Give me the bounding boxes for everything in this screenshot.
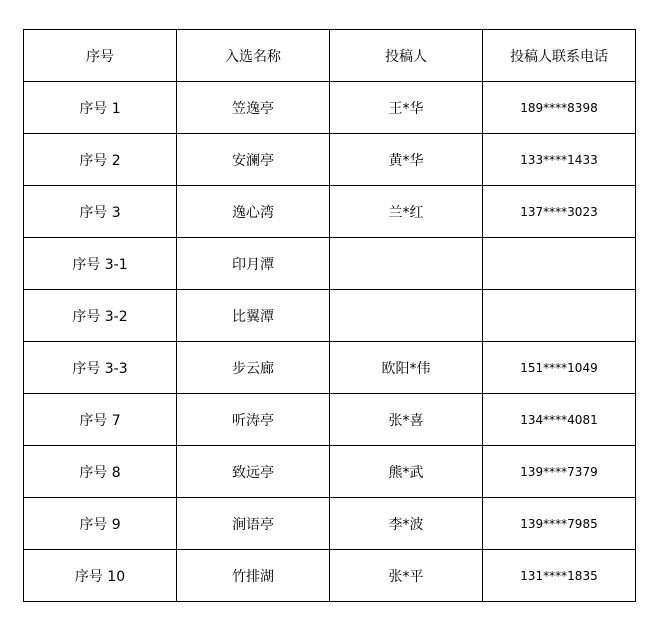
cell-contributor: 王*华 [330,82,483,134]
cell-contributor: 欧阳*伟 [330,342,483,394]
cell-phone: 151****1049 [483,342,636,394]
table-header-row [24,30,636,82]
cell-contributor [330,238,483,290]
cell-phone: 139****7985 [483,498,636,550]
header-name: 入选名称 [177,30,330,82]
table-row [24,498,636,550]
cell-index: 序号 2 [24,134,177,186]
cell-contributor: 黄*华 [330,134,483,186]
cell-index: 序号 3-1 [24,238,177,290]
cell-contributor: 张*平 [330,550,483,602]
cell-phone: 189****8398 [483,82,636,134]
table-row [24,342,636,394]
cell-phone: 134****4081 [483,394,636,446]
cell-index: 序号 7 [24,394,177,446]
cell-phone: 133****1433 [483,134,636,186]
cell-phone: 137****3023 [483,186,636,238]
cell-name: 笠逸亭 [177,82,330,134]
cell-contributor: 熊*武 [330,446,483,498]
header-phone: 投稿人联系电话 [483,30,636,82]
cell-name: 竹排湖 [177,550,330,602]
table-row [24,134,636,186]
cell-index: 序号 3-3 [24,342,177,394]
cell-contributor: 张*喜 [330,394,483,446]
header-contributor: 投稿人 [330,30,483,82]
cell-name: 印月潭 [177,238,330,290]
cell-name: 涧语亭 [177,498,330,550]
cell-name: 安澜亭 [177,134,330,186]
cell-name: 逸心湾 [177,186,330,238]
cell-name: 致远亭 [177,446,330,498]
cell-phone [483,290,636,342]
header-index: 序号 [24,30,177,82]
cell-name: 听涛亭 [177,394,330,446]
cell-index: 序号 3 [24,186,177,238]
table-row [24,82,636,134]
cell-index: 序号 10 [24,550,177,602]
cell-contributor: 李*波 [330,498,483,550]
table-row [24,186,636,238]
cell-contributor: 兰*红 [330,186,483,238]
cell-phone [483,238,636,290]
table-row [24,238,636,290]
table-row [24,290,636,342]
cell-phone: 139****7379 [483,446,636,498]
cell-phone: 131****1835 [483,550,636,602]
submission-table [23,29,636,602]
table-row [24,446,636,498]
table-row [24,550,636,602]
cell-index: 序号 3-2 [24,290,177,342]
cell-index: 序号 1 [24,82,177,134]
cell-index: 序号 9 [24,498,177,550]
cell-contributor [330,290,483,342]
cell-name: 步云廊 [177,342,330,394]
table-row [24,394,636,446]
cell-index: 序号 8 [24,446,177,498]
cell-name: 比翼潭 [177,290,330,342]
